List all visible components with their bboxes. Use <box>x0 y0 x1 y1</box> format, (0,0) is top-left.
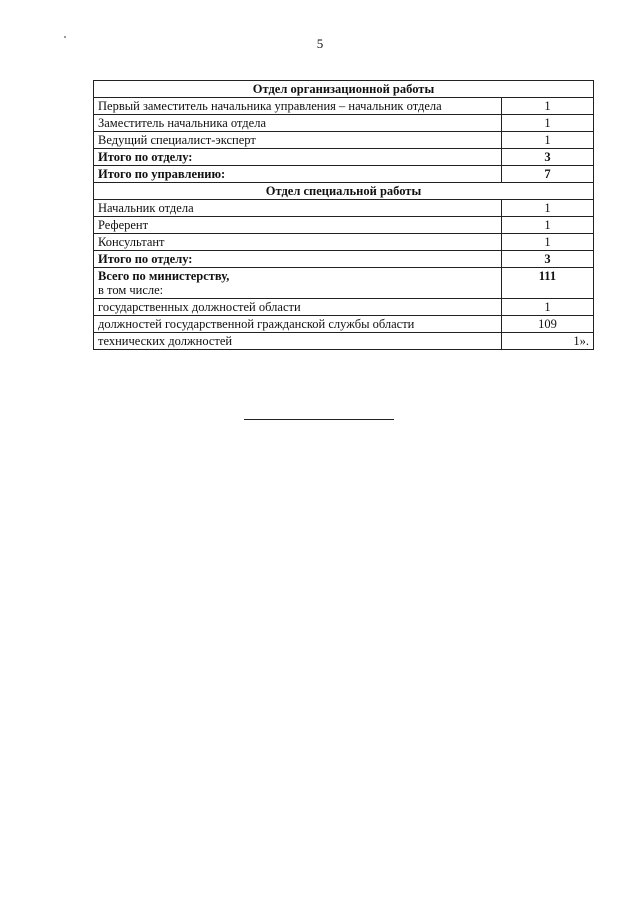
subtotal-value: 3 <box>501 149 593 166</box>
position-count: 1 <box>501 115 593 132</box>
position-name: Первый заместитель начальника управления – начальник отдела <box>94 98 502 115</box>
breakdown-count: 1 <box>501 299 593 316</box>
section-title: Отдел организационной работы <box>94 81 594 98</box>
ministry-total-value: 111 <box>501 268 593 299</box>
end-separator-line <box>244 419 394 420</box>
section-title: Отдел специальной работы <box>94 183 594 200</box>
breakdown-name: должностей государственной гражданской службы области <box>94 316 502 333</box>
breakdown-name: технических должностей <box>94 333 502 350</box>
table-row <box>94 200 594 217</box>
total-value: 7 <box>501 166 593 183</box>
table-row <box>94 268 594 299</box>
position-name: Консультант <box>94 234 502 251</box>
table-row <box>94 183 594 200</box>
ministry-total-cell <box>94 268 502 299</box>
scan-speck <box>64 36 66 38</box>
position-count: 1 <box>501 200 593 217</box>
table-row <box>94 132 594 149</box>
breakdown-count: 1». <box>501 333 593 350</box>
page-number: 5 <box>316 36 324 51</box>
breakdown-count: 109 <box>501 316 593 333</box>
position-count: 1 <box>501 98 593 115</box>
staff-table <box>93 80 594 350</box>
table-row <box>94 166 594 183</box>
position-name: Начальник отдела <box>94 200 502 217</box>
position-name: Референт <box>94 217 502 234</box>
table-row <box>94 149 594 166</box>
table-row <box>94 299 594 316</box>
table-row <box>94 316 594 333</box>
table-row <box>94 251 594 268</box>
table-row <box>94 81 594 98</box>
position-count: 1 <box>501 217 593 234</box>
total-label: Итого по управлению: <box>94 166 502 183</box>
subtotal-label: Итого по отделу: <box>94 251 502 268</box>
table-row <box>94 234 594 251</box>
ministry-total-label: Всего по министерству, <box>98 269 230 283</box>
table-row <box>94 217 594 234</box>
table-row <box>94 115 594 132</box>
table-row <box>94 333 594 350</box>
ministry-total-sublabel: в том числе: <box>98 283 164 297</box>
position-count: 1 <box>501 234 593 251</box>
position-name: Заместитель начальника отдела <box>94 115 502 132</box>
subtotal-value: 3 <box>501 251 593 268</box>
position-name: Ведущий специалист-эксперт <box>94 132 502 149</box>
breakdown-name: государственных должностей области <box>94 299 502 316</box>
subtotal-label: Итого по отделу: <box>94 149 502 166</box>
position-count: 1 <box>501 132 593 149</box>
table-row <box>94 98 594 115</box>
